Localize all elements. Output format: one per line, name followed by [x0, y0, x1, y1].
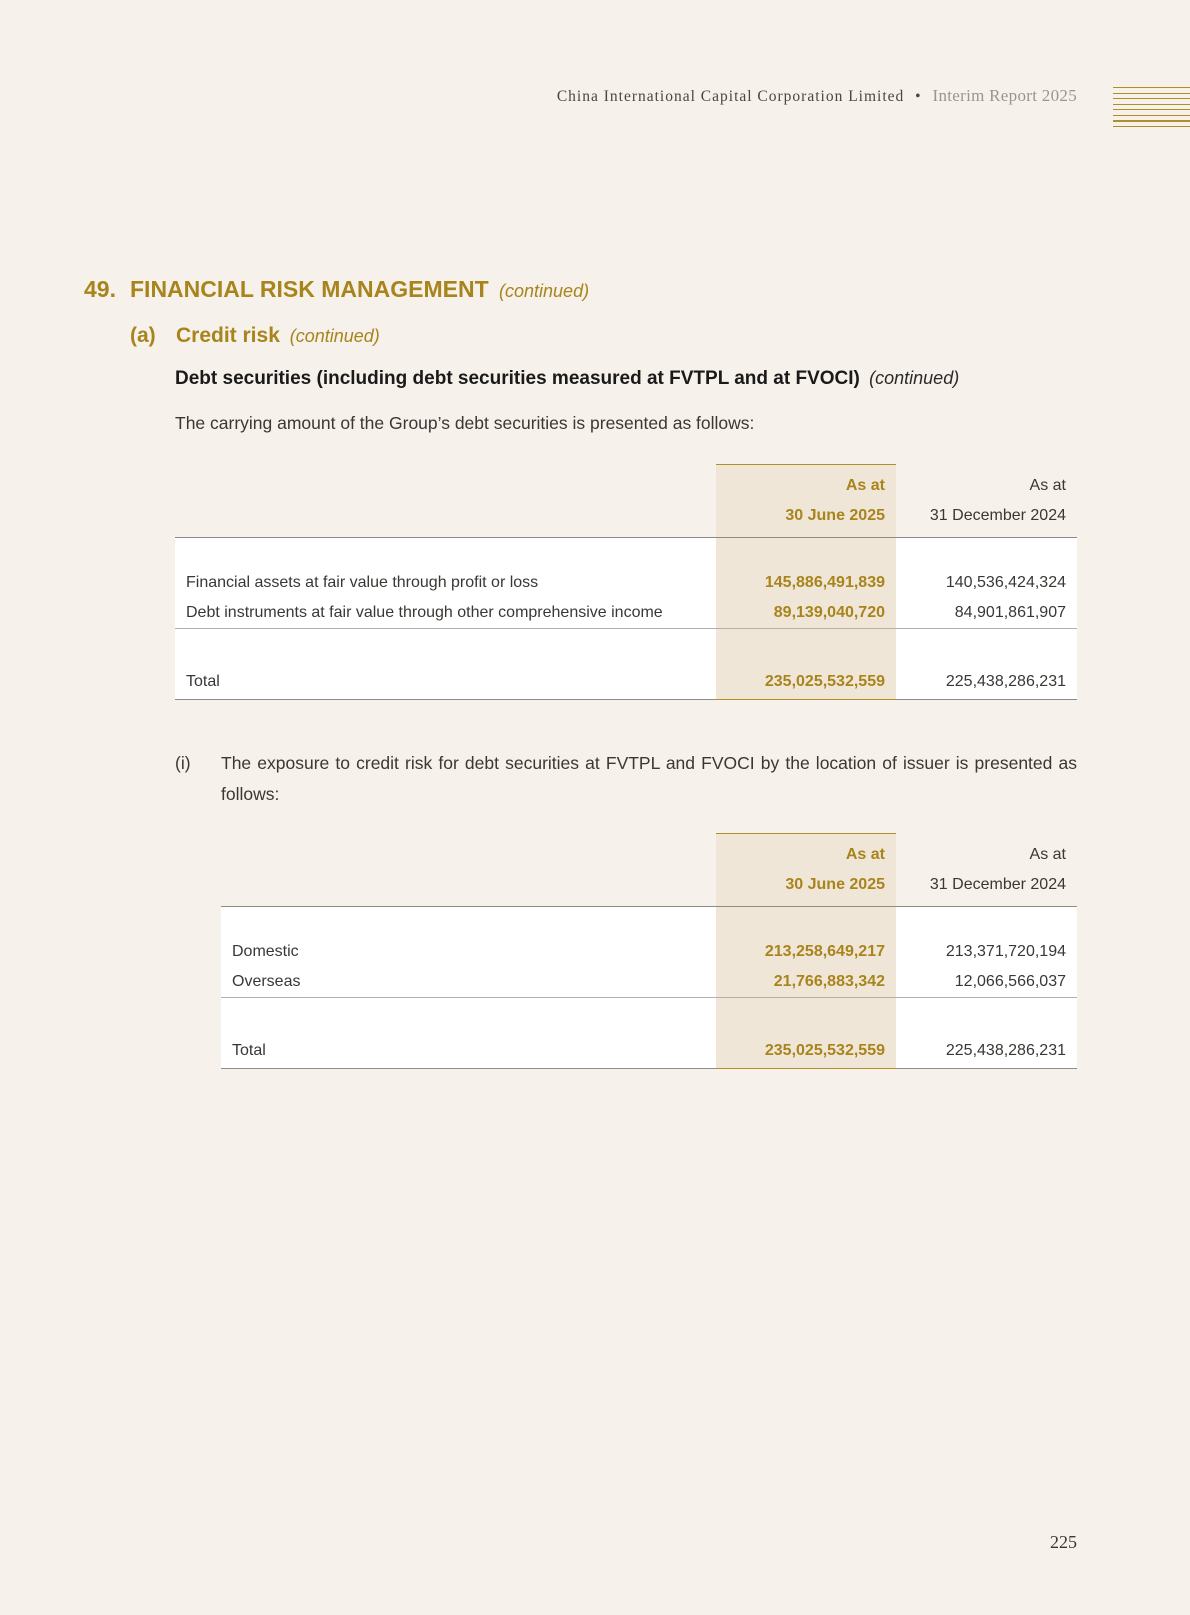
total-row [175, 665, 1077, 700]
subsection-continued: (continued) [289, 326, 380, 346]
row-value-june-2025: 145,886,491,839 [716, 568, 896, 598]
item-text: The exposure to credit risk for debt securities at FVTPL and FVOCI by the location of issuer is presented as follows: [221, 753, 1077, 804]
table-header-row [175, 465, 1077, 538]
section-continued: (continued) [499, 281, 590, 301]
row-label: Domestic [221, 937, 716, 967]
issuer-location-table [221, 833, 1077, 1069]
row-label: Debt instruments at fair value through other comprehensive income [175, 598, 716, 629]
section-title-text: FINANCIAL RISK MANAGEMENT [130, 276, 489, 302]
company-name: China International Capital Corporation Limited [556, 88, 905, 105]
row-value-june-2025: 213,258,649,217 [716, 937, 896, 967]
row-value-dec-2024: 12,066,566,037 [896, 967, 1077, 998]
row-value-june-2025: 89,139,040,720 [716, 598, 896, 629]
header-col-june-2025: As at 30 June 2025 [716, 834, 896, 907]
table-row [221, 967, 1077, 998]
total-row [221, 1034, 1077, 1069]
table-header-row [221, 834, 1077, 907]
total-value-june-2025: 235,025,532,559 [716, 1034, 896, 1069]
subsection-title-text: Credit risk [176, 324, 280, 347]
total-value-june-2025: 235,025,532,559 [716, 665, 896, 700]
section-number: 49. [84, 276, 116, 302]
table-row [175, 598, 1077, 629]
total-label: Total [221, 1034, 716, 1069]
header-blank [221, 834, 716, 907]
subheading [175, 368, 959, 390]
section-title [84, 276, 589, 303]
total-label: Total [175, 665, 716, 700]
decorative-stripes [1113, 87, 1190, 135]
header-col-dec-2024: As at 31 December 2024 [896, 834, 1077, 907]
item-marker: (i) [175, 753, 191, 773]
row-label: Financial assets at fair value through profit or loss [175, 568, 716, 598]
header-col-june-2025: As at 30 June 2025 [716, 465, 896, 538]
intro-paragraph: The carrying amount of the Group’s debt securities is presented as follows: [175, 413, 755, 433]
row-value-dec-2024: 140,536,424,324 [896, 568, 1077, 598]
row-value-dec-2024: 213,371,720,194 [896, 937, 1077, 967]
total-value-dec-2024: 225,438,286,231 [896, 1034, 1077, 1069]
header-col-dec-2024: As at 31 December 2024 [896, 465, 1077, 538]
carrying-amount-table [175, 464, 1077, 700]
running-header [557, 86, 1077, 106]
header-blank [175, 465, 716, 538]
total-value-dec-2024: 225,438,286,231 [896, 665, 1077, 700]
subsection-title [130, 324, 380, 348]
subheading-continued: (continued) [869, 368, 960, 388]
table-row [175, 568, 1077, 598]
subsection-number: (a) [130, 324, 156, 347]
report-title: Interim Report 2025 [932, 86, 1077, 105]
page-number: 225 [1050, 1532, 1077, 1552]
subheading-text: Debt securities (including debt securities measured at FVTPL and at FVOCI) [175, 368, 860, 389]
header-separator: • [915, 88, 922, 105]
row-value-dec-2024: 84,901,861,907 [896, 598, 1077, 629]
item-i-paragraph [175, 748, 1077, 810]
row-label: Overseas [221, 967, 716, 998]
table-row [221, 937, 1077, 967]
row-value-june-2025: 21,766,883,342 [716, 967, 896, 998]
